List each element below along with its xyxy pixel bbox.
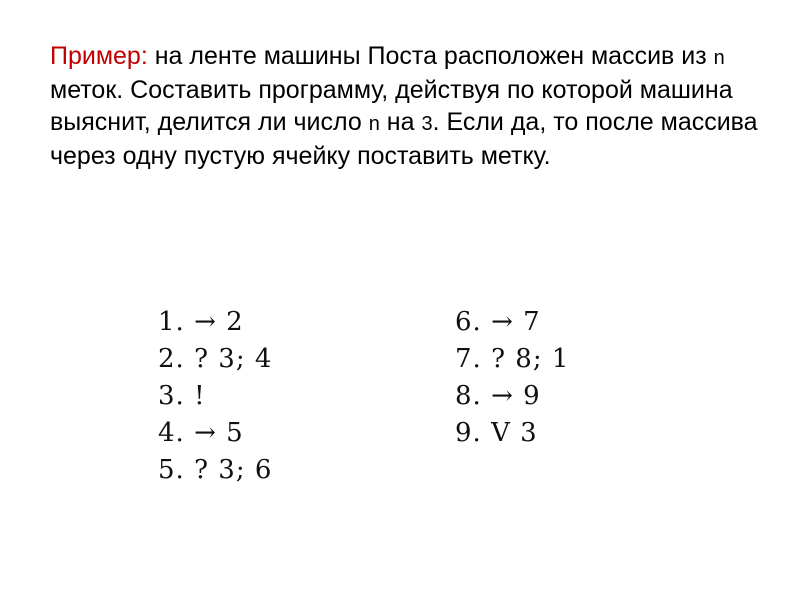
task-text-part: . Если да, то после массива через одну пустую ячейку поставить метку. [50, 108, 758, 170]
program-command: 9. V 3 [455, 418, 538, 448]
task-variable-n: n [713, 47, 725, 69]
program-command: 7. ? 8; 1 [455, 344, 570, 374]
task-text-part: меток. Составить программу, действуя по которой машина выяснит, делится ли число [50, 76, 733, 136]
program-command: 5. ? 3; 6 [158, 455, 273, 485]
task-text [50, 40, 770, 172]
program-left-column [158, 304, 272, 489]
task-number-three: 3 [421, 113, 433, 135]
program-command: 1. → 2 [158, 307, 244, 337]
program-command: 6. → 7 [455, 307, 541, 337]
program-command: 4. → 5 [158, 418, 244, 448]
program-command: 2. ? 3; 4 [158, 344, 273, 374]
task-text-part: на ленте машины Поста расположен массив из [147, 42, 714, 70]
program-right-column [455, 304, 569, 452]
task-text-part: на [379, 108, 422, 136]
task-label: Пример: [50, 42, 148, 70]
program-command: 3. ! [158, 381, 206, 411]
program-command: 8. → 9 [455, 381, 541, 411]
task-variable-n: n [368, 113, 380, 135]
